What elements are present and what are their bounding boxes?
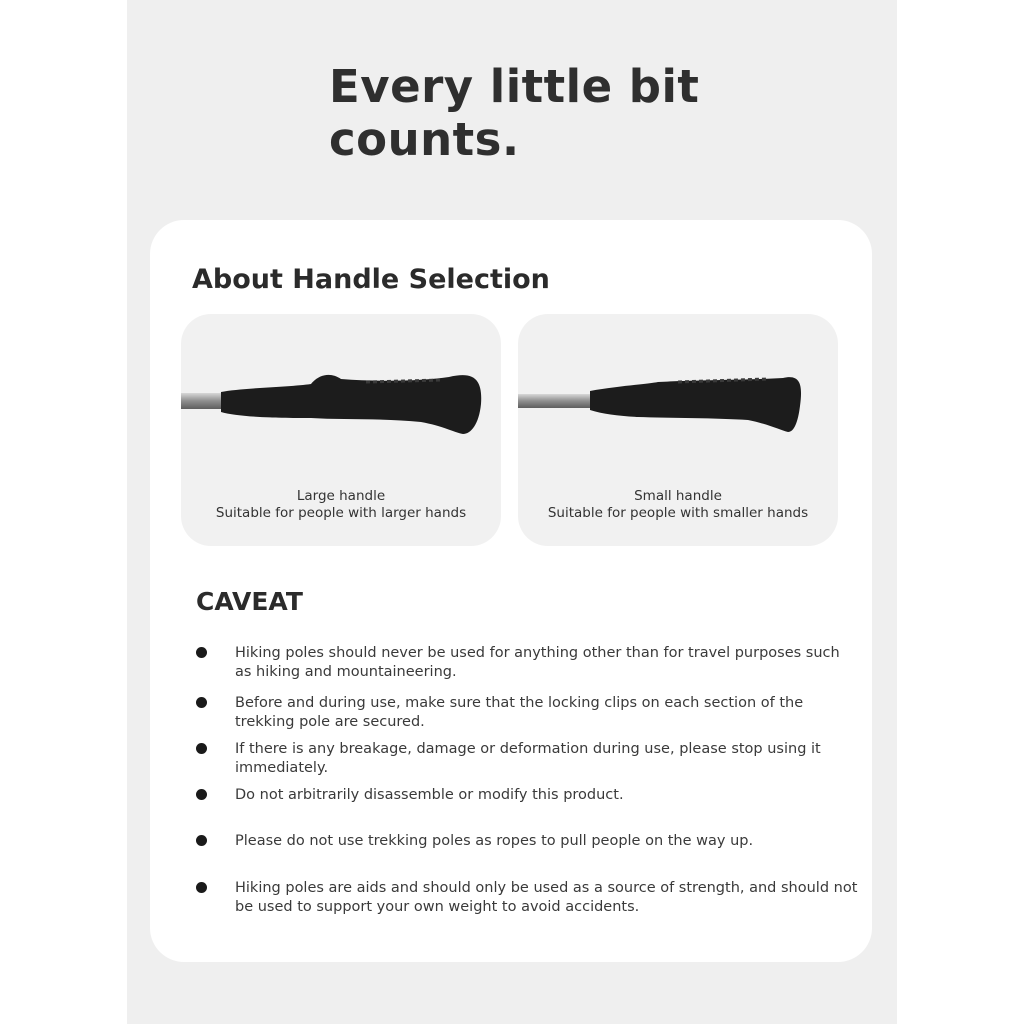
bullet-icon (196, 882, 207, 893)
bullet-icon (196, 697, 207, 708)
caveat-title: CAVEAT (196, 587, 303, 616)
pole-grip (590, 377, 801, 432)
caveat-text: Hiking poles are aids and should only be used as a source of strength, and should not be used to support your own weight to avoid accidents. (235, 880, 858, 915)
caveat-text: If there is any breakage, damage or deformation during use, please stop using it immediately. (235, 741, 821, 776)
bullet-icon (196, 835, 207, 846)
large-handle-card (181, 314, 501, 546)
caveat-text: Before and during use, make sure that the locking clips on each section of the trekking pole are secured. (235, 695, 804, 730)
pole-shaft (181, 393, 227, 409)
handle-name: Large handle (296, 488, 386, 504)
pole-shaft (518, 394, 596, 408)
caveat-text: Hiking poles should never be used for anything other than for travel purposes such as hiking and mountaineering. (235, 645, 840, 680)
bullet-icon (196, 743, 207, 754)
about-title: About Handle Selection (192, 264, 550, 295)
caveat-text: Please do not use trekking poles as ropes to pull people on the way up. (235, 833, 754, 849)
bullet-icon (196, 647, 207, 658)
headline: Every little bit counts. (329, 60, 700, 166)
bullet-icon (196, 789, 207, 800)
handle-name: Small handle (634, 488, 722, 504)
caveat-text: Do not arbitrarily disassemble or modify this product. (235, 787, 624, 803)
content-card (150, 220, 872, 962)
handle-description: Suitable for people with larger hands (215, 505, 467, 521)
pole-grip (221, 375, 481, 434)
handle-description: Suitable for people with smaller hands (547, 505, 809, 521)
small-handle-card (518, 314, 838, 546)
